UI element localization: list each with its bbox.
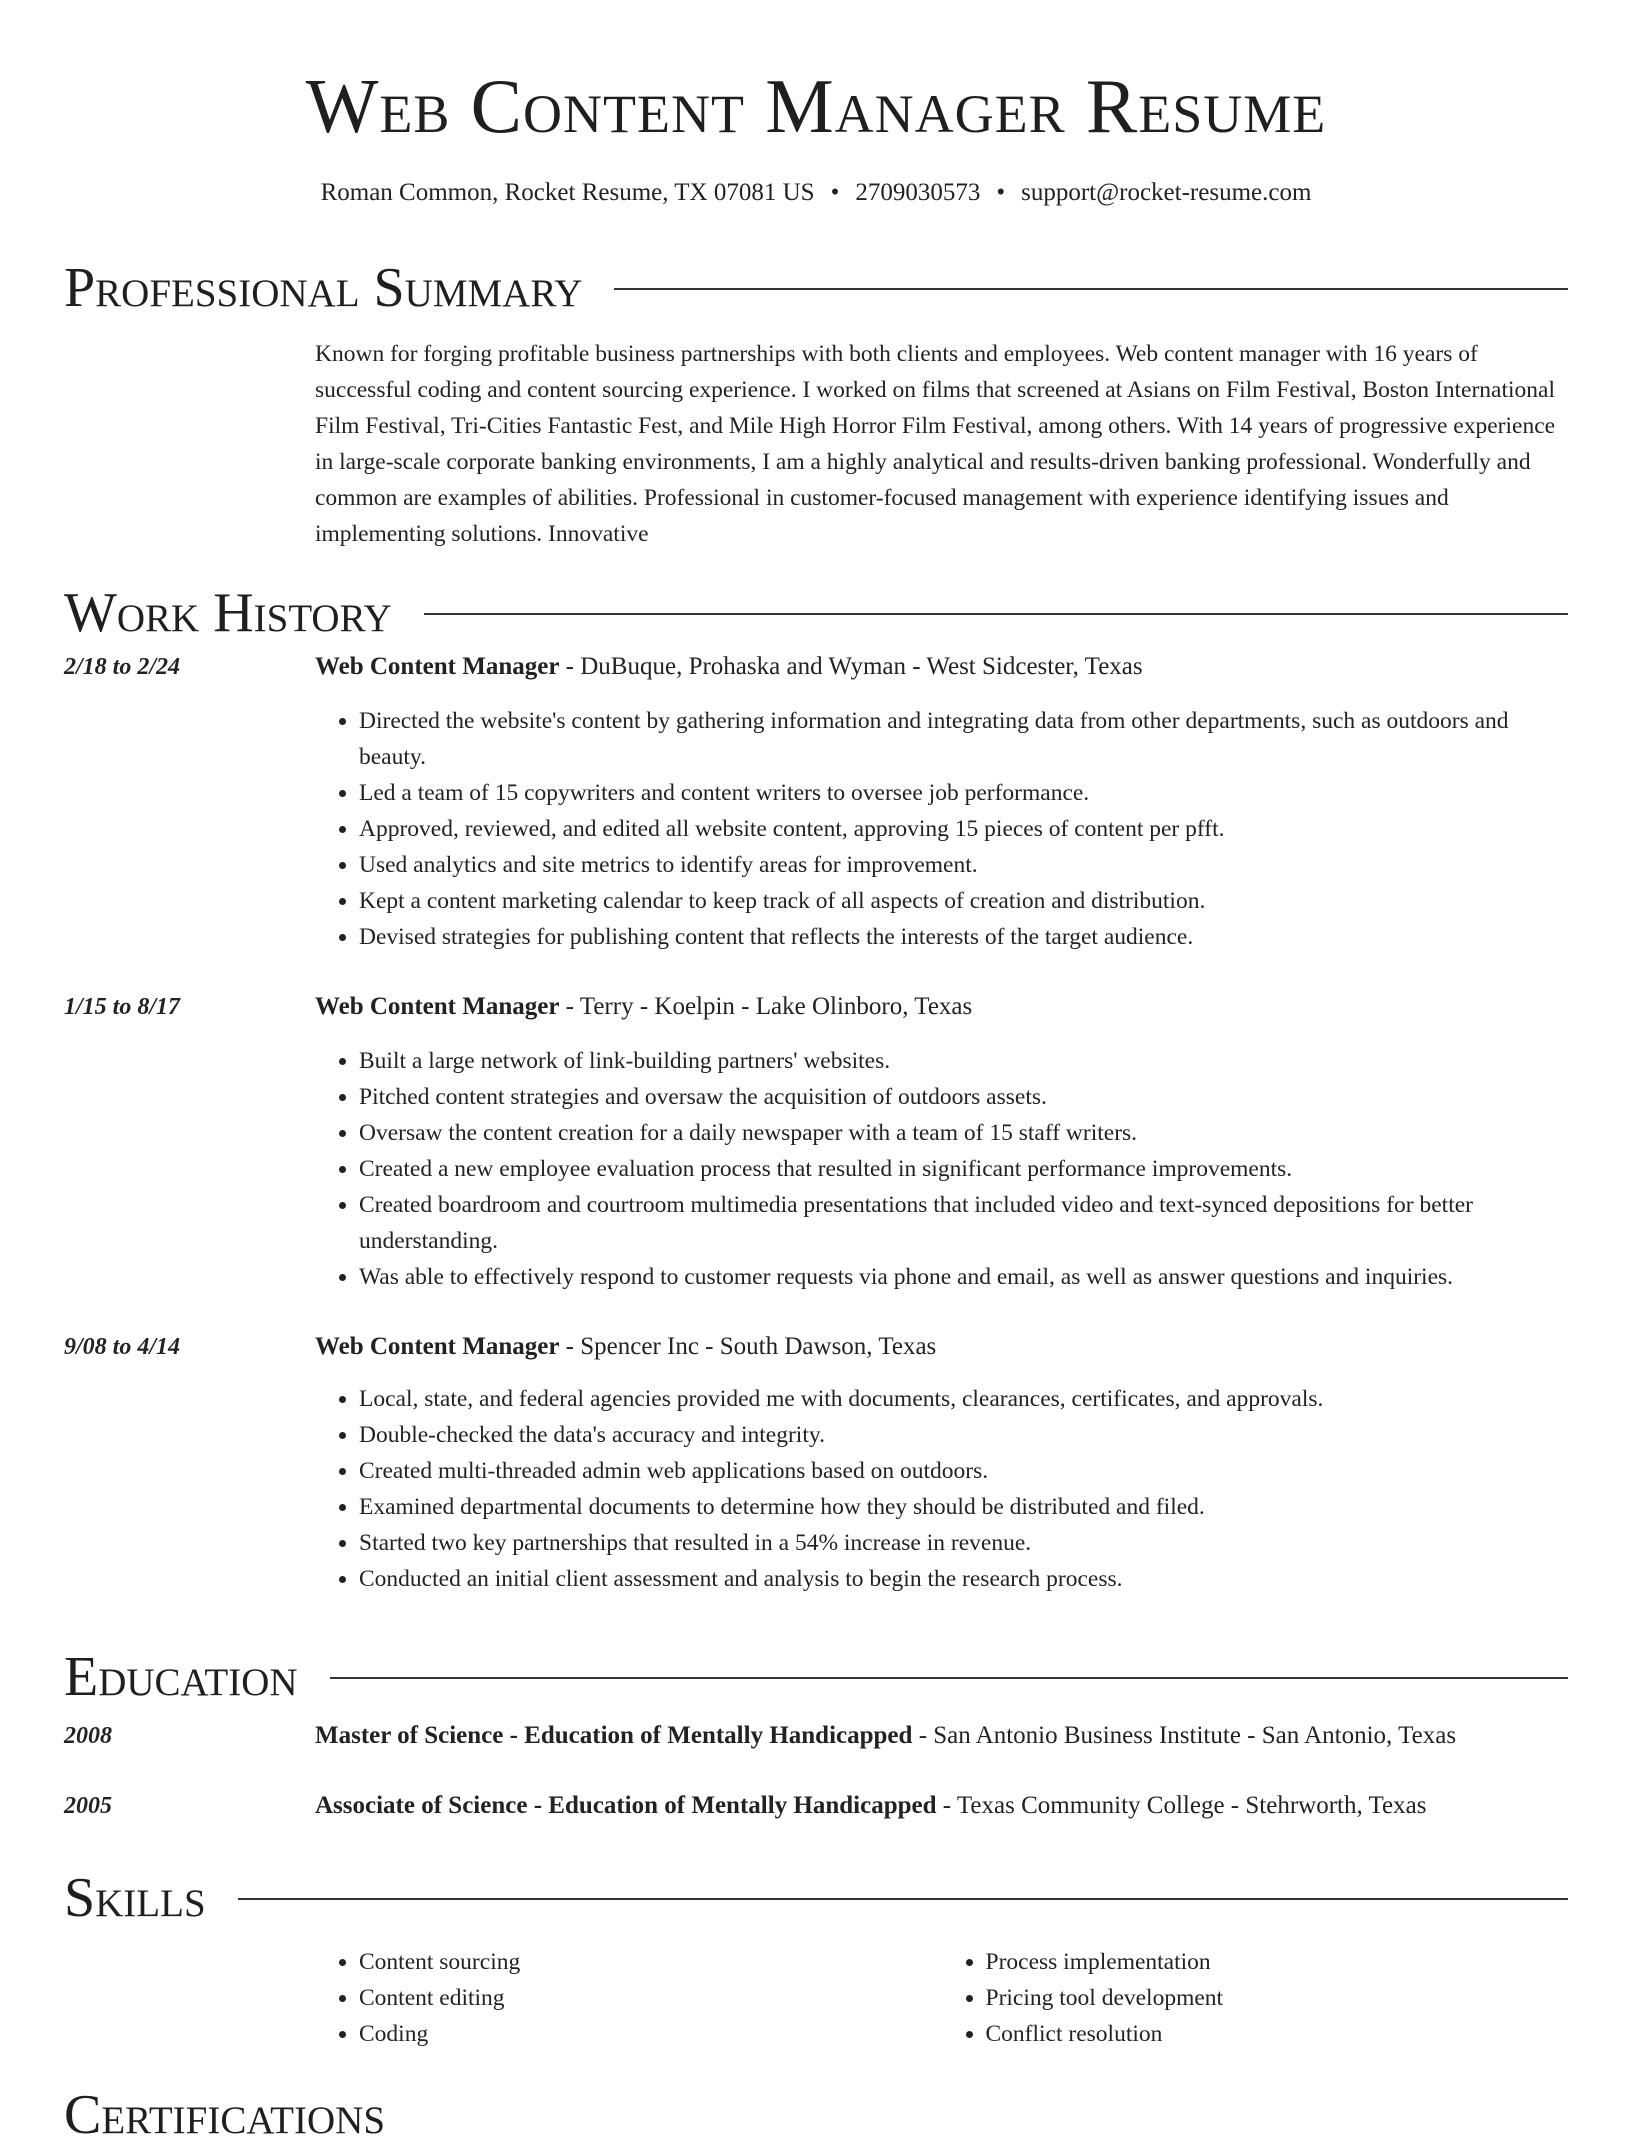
job-bullet: • Conducted an initial client assessment and analysis to begin the research process.	[359, 1561, 1568, 1597]
skill-item: • Conflict resolution	[986, 2016, 1569, 2052]
skill-item: • Content sourcing	[359, 1944, 942, 1980]
education-degree: Associate of Science - Education of Mentally Handicapped	[315, 1792, 937, 1819]
job-bullet: • Examined departmental documents to determine how they should be distributed and filed.	[359, 1489, 1568, 1525]
section-divider	[424, 613, 1568, 615]
job-content	[315, 649, 1568, 955]
job-heading	[315, 1329, 1568, 1365]
education-details: - San Antonio Business Institute - San Antonio, Texas	[912, 1722, 1457, 1749]
job-details: - Spencer Inc - South Dawson, Texas	[559, 1333, 937, 1360]
job-title: Web Content Manager	[315, 653, 560, 680]
job-bullet: • Used analytics and site metrics to identify areas for improvement.	[359, 847, 1568, 883]
skills-header	[64, 1868, 1568, 1928]
job-content	[315, 989, 1568, 1295]
job-entry	[64, 1329, 1568, 1597]
work-history-header	[64, 583, 1568, 643]
job-entry	[64, 649, 1568, 955]
contact-line	[0, 179, 1632, 207]
job-bullet: • Devised strategies for publishing content that reflects the interests of the target audience.	[359, 919, 1568, 955]
job-bullet: • Double-checked the data's accuracy and integrity.	[359, 1417, 1568, 1453]
education-details: - Texas Community College - Stehrworth, Texas	[936, 1792, 1427, 1819]
job-bullets	[315, 703, 1568, 955]
job-details: - Terry - Koelpin - Lake Olinboro, Texas	[559, 993, 973, 1020]
education-date: 2008	[64, 1723, 112, 1749]
contact-phone: 2709030573	[855, 179, 981, 206]
education-header	[64, 1647, 1568, 1707]
section-title-certifications: Certifications	[64, 2084, 386, 2146]
job-date: 1/15 to 8/17	[64, 994, 181, 1020]
job-bullet: • Created multi-threaded admin web applications based on outdoors.	[359, 1453, 1568, 1489]
job-heading	[315, 649, 1568, 685]
education-entry	[64, 1788, 1568, 1824]
section-title-education: Education	[64, 1646, 298, 1708]
education-content	[315, 1788, 1568, 1824]
skills-section	[64, 1868, 1568, 2052]
job-date: 2/18 to 2/24	[64, 654, 181, 680]
job-bullets	[315, 1381, 1568, 1597]
job-bullet: • Oversaw the content creation for a daily newspaper with a team of 15 staff writers.	[359, 1115, 1568, 1151]
contact-address: Roman Common, Rocket Resume, TX 07081 US	[320, 179, 815, 206]
skills-column-left	[315, 1944, 942, 2052]
skill-item: • Content editing	[359, 1980, 942, 2016]
job-bullet: • Created boardroom and courtroom multimedia presentations that included video and text-synced depositions for better understanding.	[359, 1187, 1568, 1259]
education-heading	[315, 1718, 1568, 1754]
section-divider	[330, 1677, 1568, 1679]
education-degree: Master of Science - Education of Mentally Handicapped	[315, 1722, 913, 1749]
skills-list	[315, 1944, 1568, 2052]
skill-item: • Coding	[359, 2016, 942, 2052]
job-date: 9/08 to 4/14	[64, 1334, 181, 1360]
job-content	[315, 1329, 1568, 1597]
section-title-work-history: Work History	[64, 582, 392, 644]
certifications-header	[64, 2085, 1568, 2145]
education-heading	[315, 1788, 1568, 1824]
job-bullet: • Built a large network of link-building partners' websites.	[359, 1043, 1568, 1079]
skill-item: • Pricing tool development	[986, 1980, 1569, 2016]
section-title-skills: Skills	[64, 1867, 206, 1929]
contact-separator: •	[830, 179, 840, 206]
summary-text: Known for forging profitable business partnerships with both clients and employees. Web content manager with 16 years of successful coding and content sourcing experience. I worked on films that screened at Asians on Film Festival, Boston International Film Festival, Tri-Cities Fantastic Fest, and Mile High Horror Film Festival, among others. With 14 years of progressive experience in large-scale corporate banking environments, I am a highly analytical and results-driven banking professional. Wonderfully and common are examples of abilities. Professional in customer-focused management with experience identifying issues and implementing solutions. Innovative	[315, 341, 1556, 547]
job-bullet: • Directed the website's content by gathering information and integrating data from other departments, such as outdoors and beauty.	[359, 703, 1568, 775]
education-entry	[64, 1718, 1568, 1754]
section-divider	[614, 288, 1568, 290]
job-details: - DuBuque, Prohaska and Wyman - West Sidcester, Texas	[559, 653, 1143, 680]
summary-header	[64, 258, 1568, 318]
job-title: Web Content Manager	[315, 993, 560, 1020]
work-history-section	[64, 583, 1568, 1597]
job-bullet: • Created a new employee evaluation process that resulted in significant performance improvements.	[359, 1151, 1568, 1187]
job-heading	[315, 989, 1568, 1025]
job-bullet: • Local, state, and federal agencies provided me with documents, clearances, certificates, and approvals.	[359, 1381, 1568, 1417]
job-bullet: • Led a team of 15 copywriters and content writers to oversee job performance.	[359, 775, 1568, 811]
education-section	[64, 1647, 1568, 1824]
job-bullet: • Pitched content strategies and oversaw the acquisition of outdoors assets.	[359, 1079, 1568, 1115]
job-bullets	[315, 1043, 1568, 1295]
job-bullet: • Approved, reviewed, and edited all website content, approving 15 pieces of content per pfft.	[359, 811, 1568, 847]
job-entry	[64, 989, 1568, 1295]
skill-item: • Process implementation	[986, 1944, 1569, 1980]
summary-section	[64, 258, 1568, 552]
job-bullet: • Started two key partnerships that resulted in a 54% increase in revenue.	[359, 1525, 1568, 1561]
contact-email: support@rocket-resume.com	[1021, 179, 1312, 206]
section-divider	[238, 1898, 1568, 1900]
education-date: 2005	[64, 1793, 112, 1819]
job-bullet: • Kept a content marketing calendar to keep track of all aspects of creation and distribution.	[359, 883, 1568, 919]
page-title: Web Content Manager Resume	[305, 63, 1327, 149]
contact-separator: •	[996, 179, 1006, 206]
section-title-summary: Professional Summary	[64, 257, 583, 319]
certifications-section	[64, 2085, 1568, 2145]
education-content	[315, 1718, 1568, 1754]
job-title: Web Content Manager	[315, 1333, 560, 1360]
skills-column-right	[942, 1944, 1569, 2052]
job-bullet: • Was able to effectively respond to customer requests via phone and email, as well as answer questions and inquiries.	[359, 1259, 1568, 1295]
